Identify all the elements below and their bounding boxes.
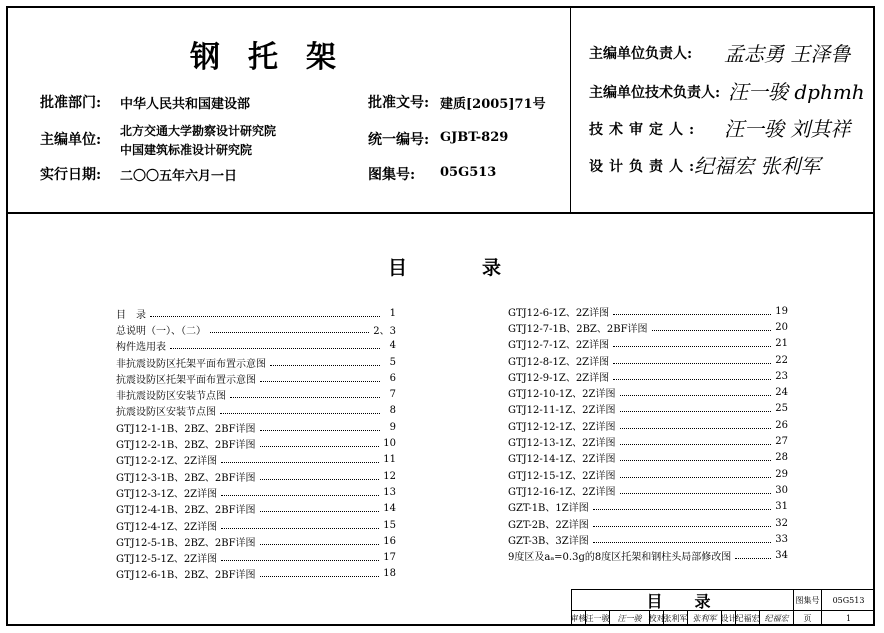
toc-left-column bbox=[116, 305, 396, 582]
toc-entry[interactable] bbox=[508, 515, 788, 531]
toc-entry-leader bbox=[260, 375, 380, 382]
design-head-label: 设计负责人: bbox=[589, 159, 701, 175]
toc-entry[interactable] bbox=[508, 384, 788, 400]
toc-entry-title: GTJ12-1-1B、2BZ、2BF详图 bbox=[116, 423, 256, 435]
design-label: 设计 bbox=[722, 611, 736, 625]
chief-unit-label: 主编单位: bbox=[40, 132, 102, 148]
toc-entry-page: 18 bbox=[383, 568, 396, 580]
toc-entry[interactable] bbox=[508, 368, 788, 384]
approval-number-label: 批准文号: bbox=[368, 95, 430, 111]
toc-entry-leader bbox=[613, 357, 771, 364]
toc-entry[interactable] bbox=[116, 321, 396, 337]
toc-entry-leader bbox=[260, 538, 380, 545]
toc-entry-page: 21 bbox=[775, 338, 788, 350]
toc-entry-page: 23 bbox=[775, 370, 788, 382]
header-divider bbox=[6, 212, 875, 214]
toc-entry-page: 25 bbox=[775, 403, 788, 415]
toc-entry[interactable] bbox=[508, 499, 788, 515]
toc-entry-page: 34 bbox=[775, 550, 788, 562]
toc-entry-leader bbox=[230, 391, 380, 398]
toc-entry-page: 29 bbox=[775, 468, 788, 480]
toc-entry-page: 1 bbox=[389, 307, 396, 319]
toc-entry-page: 5 bbox=[389, 356, 396, 368]
toc-entry[interactable] bbox=[508, 401, 788, 417]
toc-entry-page: 15 bbox=[383, 519, 396, 531]
toc-entry-leader bbox=[260, 440, 380, 447]
toc-entry-title: GTJ12-7-1B、2BZ、2BF详图 bbox=[508, 323, 648, 335]
toc-entry-leader bbox=[620, 422, 772, 429]
unified-number-label: 统一编号: bbox=[368, 132, 430, 148]
toc-entry-title: GTJ12-5-1B、2BZ、2BF详图 bbox=[116, 537, 256, 549]
technical-head-signature: 汪一骏 dphmh bbox=[728, 80, 865, 104]
toc-entry-leader bbox=[593, 520, 772, 527]
technical-reviewer-signature: 汪一骏 刘其祥 bbox=[724, 117, 851, 141]
toc-entry[interactable] bbox=[116, 354, 396, 370]
toc-entry-title: 抗震设防区托架平面布置示意图 bbox=[116, 374, 256, 386]
toc-entry[interactable] bbox=[508, 417, 788, 433]
toc-entry[interactable] bbox=[116, 419, 396, 435]
toc-entry-leader bbox=[260, 505, 380, 512]
effective-date-label: 实行日期: bbox=[40, 167, 102, 183]
toc-entry-leader bbox=[620, 487, 772, 494]
toc-entry[interactable] bbox=[116, 566, 396, 582]
toc-entry-leader bbox=[221, 456, 379, 463]
toc-entry-title: GTJ12-11-1Z、2Z详图 bbox=[508, 405, 616, 417]
toc-entry-title: 总说明（一）、（二） bbox=[116, 325, 206, 337]
toc-entry-leader bbox=[170, 342, 380, 349]
toc-entry[interactable] bbox=[508, 466, 788, 482]
toc-entry-leader bbox=[613, 308, 771, 315]
toc-entry-title: GTJ12-16-1Z、2Z详图 bbox=[508, 486, 616, 498]
toc-entry-title: GTJ12-8-1Z、2Z详图 bbox=[508, 356, 610, 368]
toc-entry[interactable] bbox=[116, 549, 396, 565]
review-name: 汪一骏 bbox=[586, 611, 610, 625]
page-value: 1 bbox=[845, 613, 852, 623]
toc-entry[interactable] bbox=[116, 452, 396, 468]
toc-entry-leader bbox=[210, 326, 369, 333]
toc-entry-page: 26 bbox=[775, 419, 788, 431]
toc-entry-title: GTJ12-15-1Z、2Z详图 bbox=[508, 470, 616, 482]
toc-entry-page: 28 bbox=[775, 452, 788, 464]
toc-entry-leader bbox=[270, 359, 380, 366]
toc-entry[interactable] bbox=[116, 403, 396, 419]
toc-entry-title: GTJ12-4-1B、2BZ、2BF详图 bbox=[116, 505, 256, 517]
toc-entry-title: GZT-2B、2Z详图 bbox=[508, 519, 589, 531]
toc-heading-right: 录 bbox=[482, 257, 502, 279]
title-block-name: 目 录 bbox=[572, 590, 794, 611]
toc-entry-leader bbox=[260, 570, 380, 577]
toc-entry[interactable] bbox=[508, 303, 788, 319]
unified-number-value: GJBT-829 bbox=[440, 130, 509, 145]
toc-entry-leader bbox=[620, 438, 772, 445]
toc-entry-leader bbox=[221, 489, 379, 496]
toc-entry[interactable] bbox=[116, 435, 396, 451]
toc-entry-page: 13 bbox=[383, 486, 396, 498]
page-label: 页 bbox=[794, 611, 822, 625]
atlas-number-value: 05G513 bbox=[440, 165, 497, 180]
effective-date-value: 二〇〇五年六月一日 bbox=[120, 169, 238, 184]
toc-entry-page: 33 bbox=[775, 533, 788, 545]
toc-entry[interactable] bbox=[508, 482, 788, 498]
toc-entry-title: GTJ12-6-1Z、2Z详图 bbox=[508, 307, 610, 319]
toc-entry-title: 抗震设防区安装节点图 bbox=[116, 407, 216, 419]
chief-unit-head-signature: 孟志勇 王泽鲁 bbox=[724, 42, 851, 66]
toc-entry[interactable] bbox=[508, 352, 788, 368]
toc-entry-title: 非抗震设防区托架平面布置示意图 bbox=[116, 358, 266, 370]
toc-entry-title: GTJ12-2-1B、2BZ、2BF详图 bbox=[116, 440, 256, 452]
toc-entry-page: 31 bbox=[775, 501, 788, 513]
toc-entry[interactable] bbox=[508, 336, 788, 352]
toc-entry-title: GTJ12-6-1B、2BZ、2BF详图 bbox=[116, 570, 256, 582]
toc-entry-title: GTJ12-4-1Z、2Z详图 bbox=[116, 521, 218, 533]
toc-entry-title: GTJ12-2-1Z、2Z详图 bbox=[116, 456, 218, 468]
toc-entry[interactable] bbox=[116, 533, 396, 549]
design-signature: 纪福宏 bbox=[760, 611, 794, 625]
chief-unit-value-2: 中国建筑标准设计研究院 bbox=[120, 143, 253, 157]
toc-entry-page: 4 bbox=[389, 340, 396, 352]
toc-entry-title: 9度区及aₐ=0.3g的8度区托架和钢柱头局部修改图 bbox=[508, 552, 732, 564]
toc-entry[interactable] bbox=[508, 531, 788, 547]
title-block bbox=[571, 589, 875, 626]
design-name: 纪福宏 bbox=[736, 611, 760, 625]
toc-entry-page: 19 bbox=[775, 305, 788, 317]
toc-entry[interactable] bbox=[508, 433, 788, 449]
toc-entry-title: 目 录 bbox=[116, 309, 146, 321]
toc-entry-title: GTJ12-3-1Z、2Z详图 bbox=[116, 488, 218, 500]
toc-right-column bbox=[508, 303, 788, 564]
chief-unit-head-label: 主编单位负责人: bbox=[589, 46, 693, 62]
toc-entry-leader bbox=[221, 554, 379, 561]
toc-entry-page: 12 bbox=[383, 470, 396, 482]
toc-entry-page: 30 bbox=[775, 484, 788, 496]
toc-entry-page: 27 bbox=[775, 436, 788, 448]
toc-entry-title: GTJ12-12-1Z、2Z详图 bbox=[508, 421, 616, 433]
toc-entry-page: 10 bbox=[383, 438, 396, 450]
toc-entry-page: 14 bbox=[383, 503, 396, 515]
header-vertical-divider bbox=[570, 6, 571, 212]
toc-entry-leader bbox=[593, 536, 772, 543]
toc-entry-title: GTJ12-9-1Z、2Z详图 bbox=[508, 372, 610, 384]
atlas-value: 05G513 bbox=[822, 590, 875, 611]
toc-entry-page: 16 bbox=[383, 535, 396, 547]
check-signature: 张利军 bbox=[688, 611, 722, 625]
toc-entry-leader bbox=[652, 324, 772, 331]
toc-entry-leader bbox=[735, 552, 771, 559]
toc-entry-leader bbox=[613, 340, 771, 347]
toc-entry-title: GTJ12-3-1B、2BZ、2BF详图 bbox=[116, 472, 256, 484]
toc-entry-title: GZT-3B、3Z详图 bbox=[508, 535, 589, 547]
toc-entry-leader bbox=[620, 471, 772, 478]
toc-entry[interactable] bbox=[116, 468, 396, 484]
toc-entry-page: 22 bbox=[775, 354, 788, 366]
toc-entry[interactable] bbox=[116, 501, 396, 517]
check-name: 张利军 bbox=[664, 611, 688, 625]
toc-entry-leader bbox=[220, 407, 380, 414]
toc-entry-page: 9 bbox=[389, 421, 396, 433]
toc-entry-leader bbox=[260, 473, 380, 480]
toc-entry-title: 非抗震设防区安装节点图 bbox=[116, 391, 226, 403]
toc-entry-leader bbox=[613, 373, 771, 380]
toc-heading-left: 目 bbox=[388, 257, 408, 279]
toc-entry-leader bbox=[221, 522, 379, 529]
toc-entry-page: 17 bbox=[383, 552, 396, 564]
toc-entry[interactable] bbox=[508, 547, 788, 563]
technical-head-label: 主编单位技术负责人: bbox=[589, 85, 721, 101]
review-signature: 汪一骏 bbox=[610, 611, 650, 625]
toc-entry-title: 构件选用表 bbox=[116, 342, 166, 354]
toc-entry-leader bbox=[593, 503, 772, 510]
toc-entry[interactable] bbox=[116, 305, 396, 321]
toc-entry[interactable] bbox=[116, 517, 396, 533]
toc-entry[interactable] bbox=[508, 319, 788, 335]
toc-entry-title: GTJ12-14-1Z、2Z详图 bbox=[508, 454, 616, 466]
toc-entry-title: GTJ12-13-1Z、2Z详图 bbox=[508, 438, 616, 450]
toc-entry-title: GTJ12-7-1Z、2Z详图 bbox=[508, 340, 610, 352]
chief-unit-value-1: 北方交通大学勘察设计研究院 bbox=[120, 124, 277, 138]
toc-entry-title: GTJ12-10-1Z、2Z详图 bbox=[508, 389, 616, 401]
toc-entry[interactable] bbox=[508, 450, 788, 466]
approval-number-value: 建质[2005]71号 bbox=[440, 97, 546, 112]
document-title: 钢托架 bbox=[190, 40, 364, 75]
approval-dept-label: 批准部门: bbox=[40, 95, 102, 111]
toc-entry-leader bbox=[260, 424, 380, 431]
toc-entry-leader bbox=[620, 454, 772, 461]
toc-entry-leader bbox=[620, 405, 772, 412]
toc-entry-title: GTJ12-5-1Z、2Z详图 bbox=[116, 554, 218, 566]
toc-entry[interactable] bbox=[116, 386, 396, 402]
approval-dept-value: 中华人民共和国建设部 bbox=[120, 97, 251, 112]
atlas-number-label: 图集号: bbox=[368, 167, 416, 183]
design-head-signature: 纪福宏 张利军 bbox=[694, 154, 821, 178]
technical-reviewer-label: 技术审定人: bbox=[589, 122, 701, 138]
atlas-label: 图集号 bbox=[794, 590, 822, 611]
toc-entry[interactable] bbox=[116, 338, 396, 354]
toc-entry-leader bbox=[620, 389, 772, 396]
toc-entry-page: 20 bbox=[775, 321, 788, 333]
toc-entry[interactable] bbox=[116, 484, 396, 500]
toc-entry-title: GZT-1B、1Z详图 bbox=[508, 503, 589, 515]
check-label: 校对 bbox=[650, 611, 664, 625]
toc-entry[interactable] bbox=[116, 370, 396, 386]
toc-entry-page: 7 bbox=[389, 389, 396, 401]
toc-entry-leader bbox=[150, 310, 380, 317]
toc-entry-page: 11 bbox=[383, 454, 396, 466]
toc-entry-page: 2、3 bbox=[373, 325, 396, 337]
toc-entry-page: 24 bbox=[775, 387, 788, 399]
review-label: 审核 bbox=[572, 611, 586, 625]
toc-entry-page: 6 bbox=[389, 372, 396, 384]
toc-entry-page: 8 bbox=[389, 405, 396, 417]
toc-entry-page: 32 bbox=[775, 517, 788, 529]
